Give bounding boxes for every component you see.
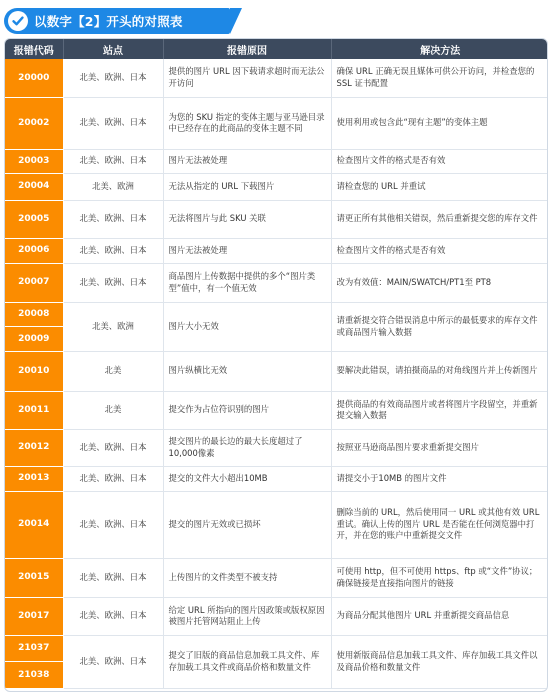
- reason-cell: 图片无法被处理: [163, 149, 331, 173]
- solution-cell: 请提交小于10MB 的图片文件: [331, 466, 548, 491]
- site-cell: 北美、欧洲、日本: [63, 429, 163, 466]
- site-cell: 北美、欧洲、日本: [63, 59, 163, 97]
- reason-cell: 无法将图片与此 SKU 关联: [163, 200, 331, 238]
- table-row: [5, 302, 548, 351]
- site-cell: 北美: [63, 391, 163, 429]
- table-row: [5, 597, 548, 635]
- reason-cell: 为您的 SKU 指定的变体主题与亚马逊目录中已经存在的此商品的变体主题不同: [163, 97, 331, 149]
- table-row: [5, 429, 548, 466]
- solution-cell: 检查图片文件的格式是否有效: [331, 149, 548, 173]
- error-code: 20012: [5, 429, 63, 466]
- solution-cell: 请更正所有其他相关错误，然后重新提交您的库存文件: [331, 200, 548, 238]
- header-code: 报错代码: [5, 39, 63, 59]
- site-cell: 北美: [63, 351, 163, 391]
- solution-cell: 为商品分配其他图片 URL 并重新提交商品信息: [331, 597, 548, 635]
- table-row: [5, 238, 548, 263]
- error-code: 20004: [5, 173, 63, 200]
- reason-cell: 提交的图片无效或已损坏: [163, 491, 331, 558]
- site-cell: 北美、欧洲: [63, 302, 163, 351]
- error-code: 20017: [5, 597, 63, 635]
- error-code: 21038: [5, 661, 63, 688]
- reason-cell: 图片大小无效: [163, 302, 331, 351]
- table-row: [5, 200, 548, 238]
- error-code: 20007: [5, 263, 63, 302]
- site-cell: 北美、欧洲、日本: [63, 97, 163, 149]
- solution-cell: 请重新提交符合错误消息中所示的最低要求的库存文件或商品图片输入数据: [331, 302, 548, 351]
- site-cell: 北美、欧洲、日本: [63, 238, 163, 263]
- error-code: 20011: [5, 391, 63, 429]
- reason-cell: 给定 URL 所指向的图片因政策或版权原因被图片托管网站阻止上传: [163, 597, 331, 635]
- error-code: 20014: [5, 491, 63, 558]
- solution-cell: 确保 URL 正确无误且媒体可供公开访问，并检查您的 SSL 证书配置: [331, 59, 548, 97]
- table-row: [5, 97, 548, 149]
- title-banner: [4, 8, 230, 34]
- table-row: [5, 59, 548, 97]
- site-cell: 北美、欧洲、日本: [63, 466, 163, 491]
- error-code: 20009: [5, 326, 63, 351]
- site-cell: 北美、欧洲、日本: [63, 149, 163, 173]
- table-row: [5, 558, 548, 597]
- reason-cell: 图片纵横比无效: [163, 351, 331, 391]
- site-cell: 北美、欧洲、日本: [63, 558, 163, 597]
- error-code: 20015: [5, 558, 63, 597]
- table-row: [5, 491, 548, 558]
- error-code-table: [4, 38, 548, 692]
- solution-cell: 按照亚马逊商品图片要求重新提交图片: [331, 429, 548, 466]
- page-title: 以数字【2】开头的对照表: [34, 14, 183, 29]
- solution-cell: 改为有效值：MAIN/SWATCH/PT1至 PT8: [331, 263, 548, 302]
- solution-cell: 提供商品的有效商品图片或者将图片字段留空，并重新提交输入数据: [331, 391, 548, 429]
- error-code: 21037: [18, 643, 50, 654]
- error-code: 20006: [5, 238, 63, 263]
- reason-cell: 提交了旧版的商品信息加载工具文件、库存加载工具文件或商品价格和数量文件: [163, 635, 331, 688]
- site-cell: 北美、欧洲、日本: [63, 491, 163, 558]
- header-solution: 解决方法: [331, 39, 548, 59]
- table-row: [5, 149, 548, 173]
- solution-cell: 要解决此错误，请拍摄商品的对角线图片并上传新图片: [331, 351, 548, 391]
- error-code: 20002: [5, 97, 63, 149]
- reason-cell: 商品图片上传数据中提供的多个“图片类型”值中，有一个值无效: [163, 263, 331, 302]
- error-code-group: [5, 302, 63, 351]
- error-code: 20000: [5, 59, 63, 97]
- header-site: 站点: [63, 39, 163, 59]
- site-cell: 北美、欧洲、日本: [63, 263, 163, 302]
- reason-cell: 提交图片的最长边的最大长度超过了10,000像素: [163, 429, 331, 466]
- table-row: [5, 466, 548, 491]
- site-cell: 北美、欧洲: [63, 173, 163, 200]
- site-cell: 北美、欧洲、日本: [63, 200, 163, 238]
- reason-cell: 提交作为占位符识别的图片: [163, 391, 331, 429]
- site-cell: 北美、欧洲、日本: [63, 597, 163, 635]
- reason-cell: 上传图片的文件类型不被支持: [163, 558, 331, 597]
- reason-cell: 提交的文件大小超出10MB: [163, 466, 331, 491]
- table-row: [5, 635, 548, 688]
- reason-cell: 提供的图片 URL 因下载请求超时而无法公开访问: [163, 59, 331, 97]
- solution-cell: 使用利用或包含此“现有主题”的变体主题: [331, 97, 548, 149]
- solution-cell: 检查图片文件的格式是否有效: [331, 238, 548, 263]
- reason-cell: 无法从指定的 URL 下载图片: [163, 173, 331, 200]
- error-code: 20003: [5, 149, 63, 173]
- error-code: 20005: [5, 200, 63, 238]
- error-code: 20010: [5, 351, 63, 391]
- error-code-group: [5, 635, 63, 688]
- solution-cell: 可使用 http，但不可使用 https、ftp 或“文件”协议；确保链接是直接指向图片的链接: [331, 558, 548, 597]
- checkmark-icon: [8, 11, 28, 31]
- reason-cell: 图片无法被处理: [163, 238, 331, 263]
- table-row: [5, 351, 548, 391]
- error-code: 20008: [18, 309, 50, 320]
- header-reason: 报错原因: [163, 39, 331, 59]
- site-cell: 北美、欧洲、日本: [63, 635, 163, 688]
- table-row: [5, 391, 548, 429]
- solution-cell: 删除当前的 URL，然后使用同一 URL 或其他有效 URL 重试。确认上传的图片 URL 是否能在任何浏览器中打开，并在您的账户中重新提交文件: [331, 491, 548, 558]
- table-header-row: [5, 39, 548, 59]
- table-row: [5, 263, 548, 302]
- error-code: 20013: [5, 466, 63, 491]
- solution-cell: 使用新版商品信息加载工具文件、库存加载工具文件以及商品价格和数量文件: [331, 635, 548, 688]
- solution-cell: 请检查您的 URL 并重试: [331, 173, 548, 200]
- table-row: [5, 173, 548, 200]
